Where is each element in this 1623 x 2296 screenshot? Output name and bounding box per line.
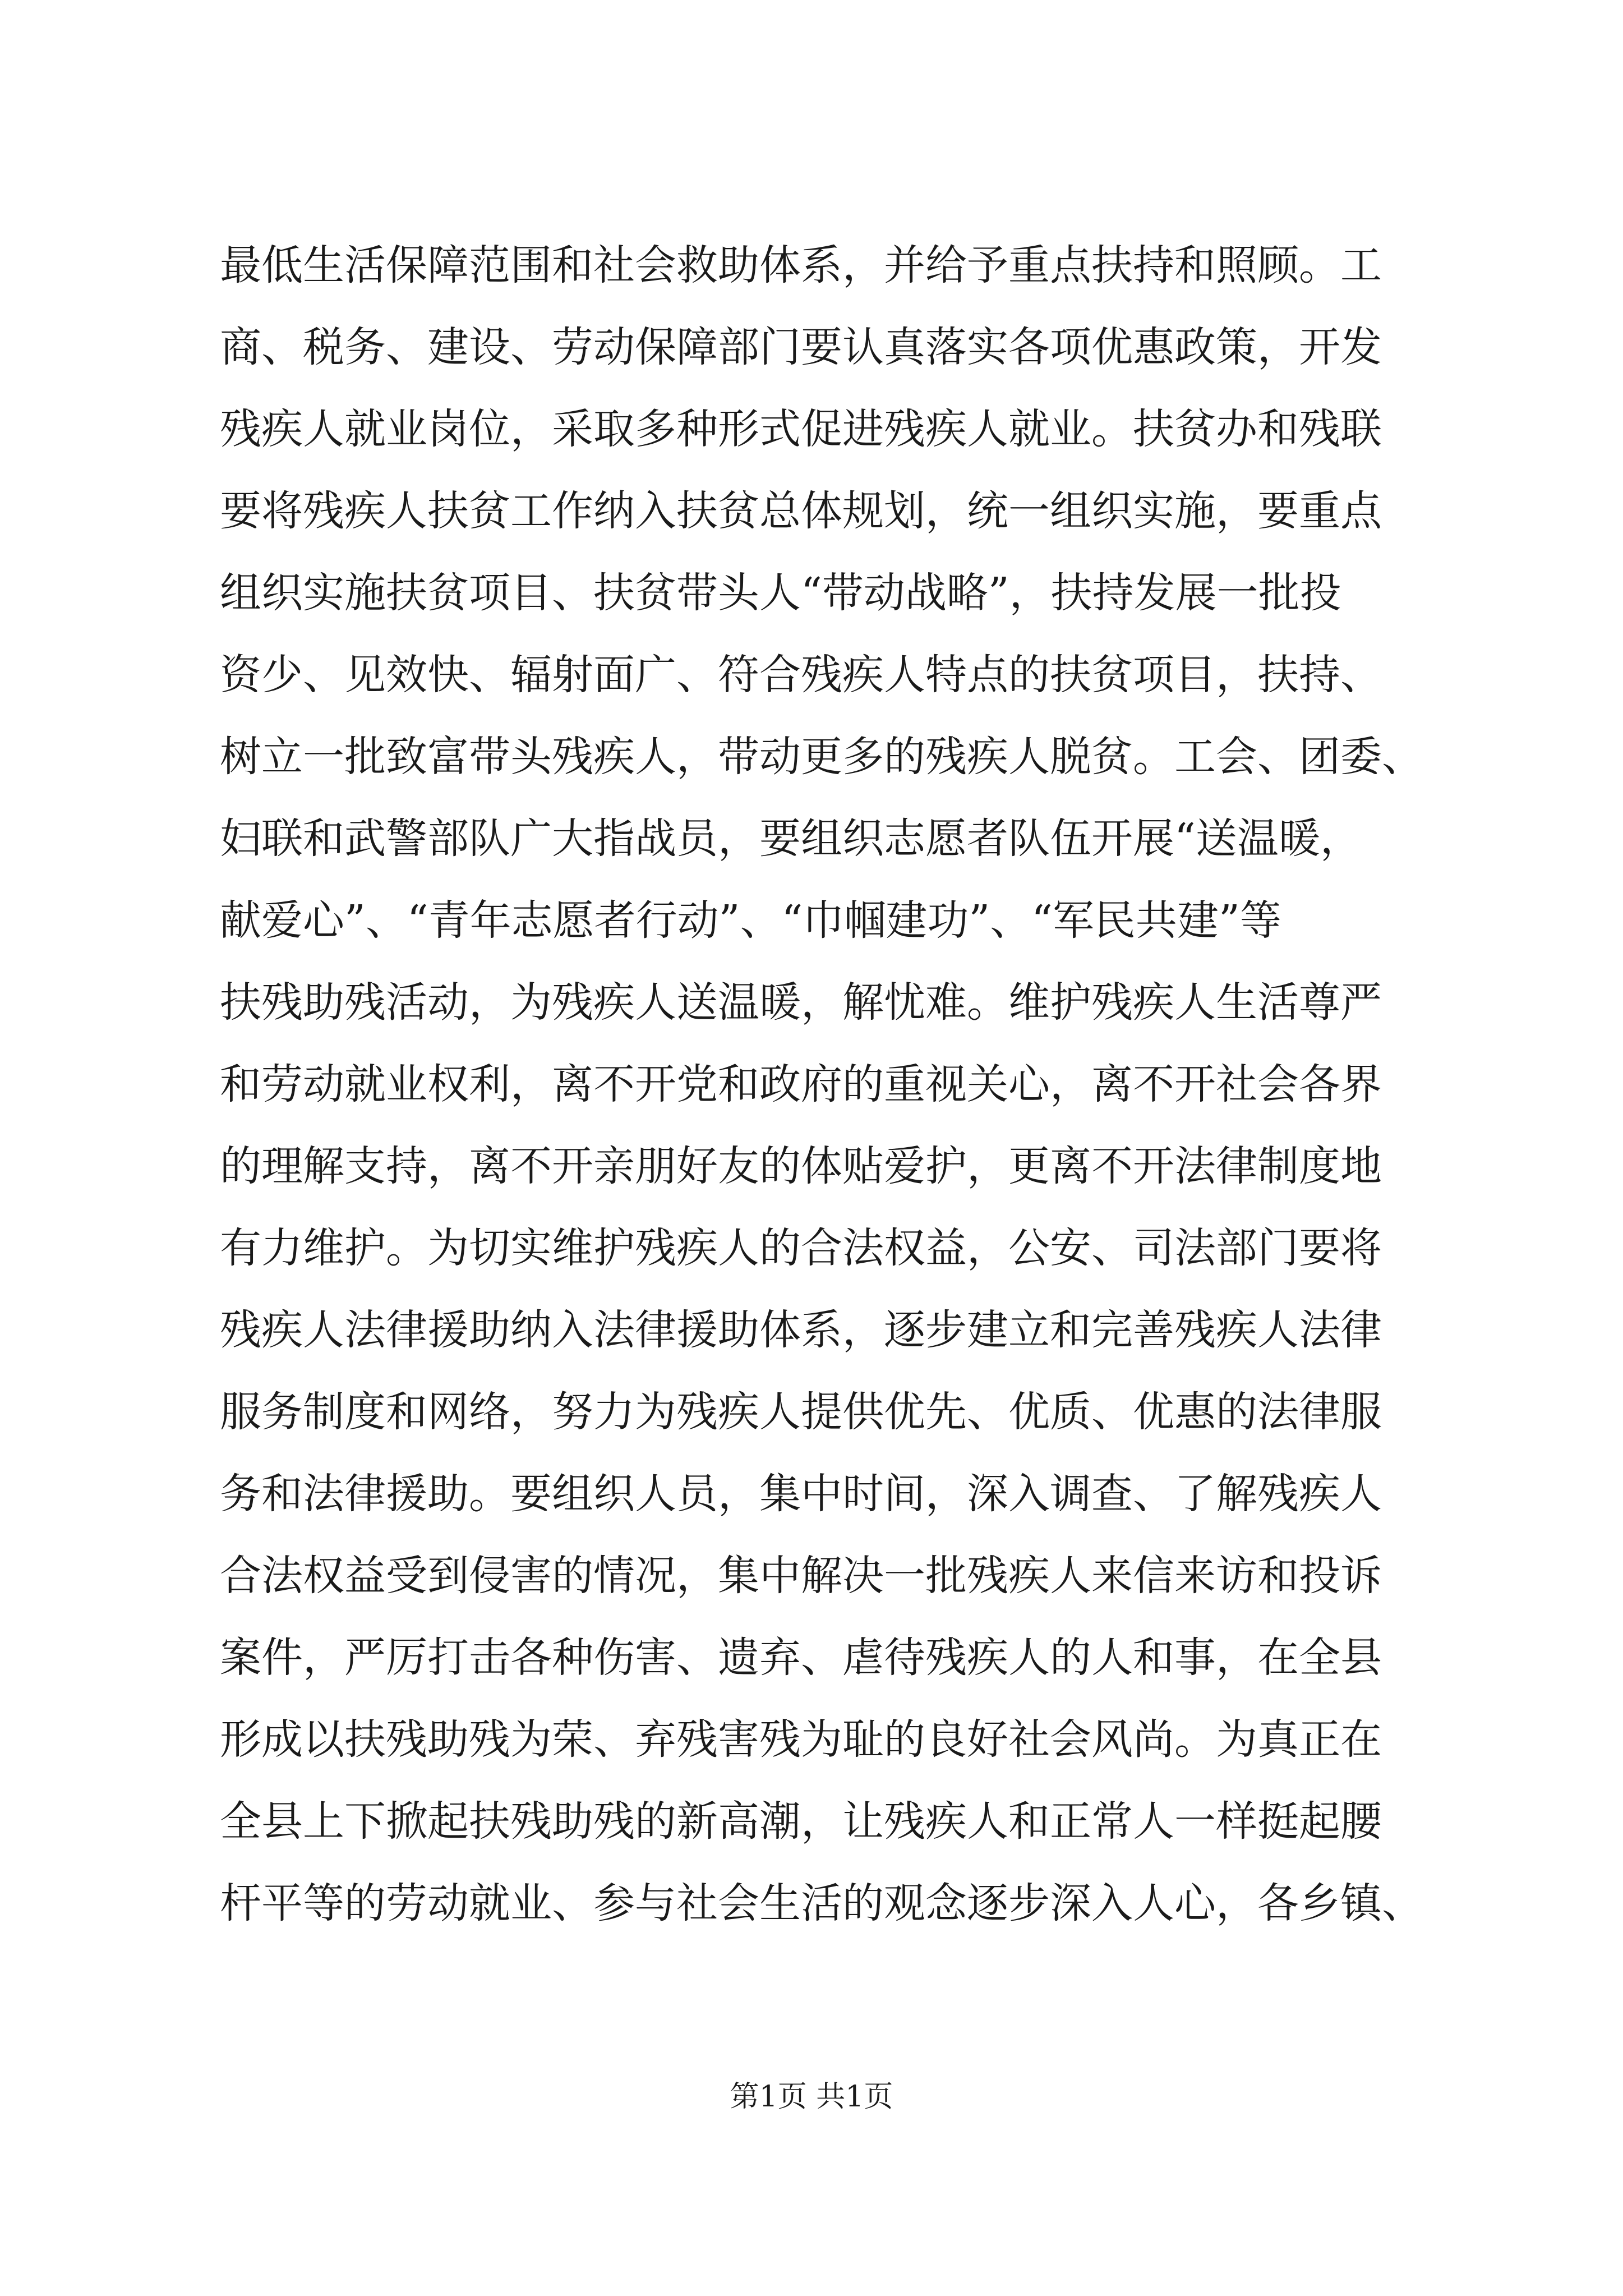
text-line: 形成以扶残助残为荣、弃残害残为耻的良好社会风尚。为真正在 bbox=[220, 1715, 1382, 1764]
text-line: 资少、见效快、辐射面广、符合残疾人特点的扶贫项目，扶持、 bbox=[220, 651, 1382, 699]
text-line: 残疾人就业岗位，采取多种形式促进残疾人就业。扶贫办和残联 bbox=[220, 405, 1382, 453]
text-line: 扶残助残活动，为残疾人送温暖，解忧难。维护残疾人生活尊严 bbox=[220, 978, 1382, 1027]
text-line: 杆平等的劳动就业、参与社会生活的观念逐步深入人心，各乡镇、 bbox=[220, 1879, 1423, 1927]
text-line: 和劳动就业权利，离不开党和政府的重视关心，离不开社会各界 bbox=[220, 1060, 1382, 1108]
page-number-footer: 第1页 共1页 bbox=[730, 2080, 893, 2114]
text-line: 树立一批致富带头残疾人，带动更多的残疾人脱贫。工会、团委、 bbox=[220, 733, 1423, 781]
text-line: 残疾人法律援助纳入法律援助体系，逐步建立和完善残疾人法律 bbox=[220, 1306, 1382, 1354]
text-line: 全县上下掀起扶残助残的新高潮，让残疾人和正常人一样挺起腰 bbox=[220, 1797, 1382, 1846]
text-line: 合法权益受到侵害的情况，集中解决一批残疾人来信来访和投诉 bbox=[220, 1552, 1382, 1600]
text-line: 务和法律援助。要组织人员，集中时间，深入调查、了解残疾人 bbox=[220, 1470, 1382, 1518]
text-line: 最低生活保障范围和社会救助体系，并给予重点扶持和照顾。工 bbox=[220, 241, 1382, 289]
text-line: 献爱心”、“青年志愿者行动”、“巾帼建功”、“军民共建”等 bbox=[220, 896, 1281, 945]
text-line: 妇联和武警部队广大指战员，要组织志愿者队伍开展“送温暖， bbox=[220, 815, 1362, 863]
body-paragraph bbox=[220, 224, 1423, 1944]
text-line: 案件，严厉打击各种伤害、遗弃、虐待残疾人的人和事，在全县 bbox=[220, 1634, 1382, 1682]
text-line: 要将残疾人扶贫工作纳入扶贫总体规划，统一组织实施，要重点 bbox=[220, 487, 1382, 535]
text-line: 有力维护。为切实维护残疾人的合法权益，公安、司法部门要将 bbox=[220, 1224, 1382, 1272]
text-line: 商、税务、建设、劳动保障部门要认真落实各项优惠政策，开发 bbox=[220, 323, 1382, 371]
text-line: 组织实施扶贫项目、扶贫带头人“带动战略”，扶持发展一批投 bbox=[220, 569, 1341, 617]
text-line: 的理解支持，离不开亲朋好友的体贴爱护，更离不开法律制度地 bbox=[220, 1142, 1382, 1190]
text-line: 服务制度和网络，努力为残疾人提供优先、优质、优惠的法律服 bbox=[220, 1388, 1382, 1436]
